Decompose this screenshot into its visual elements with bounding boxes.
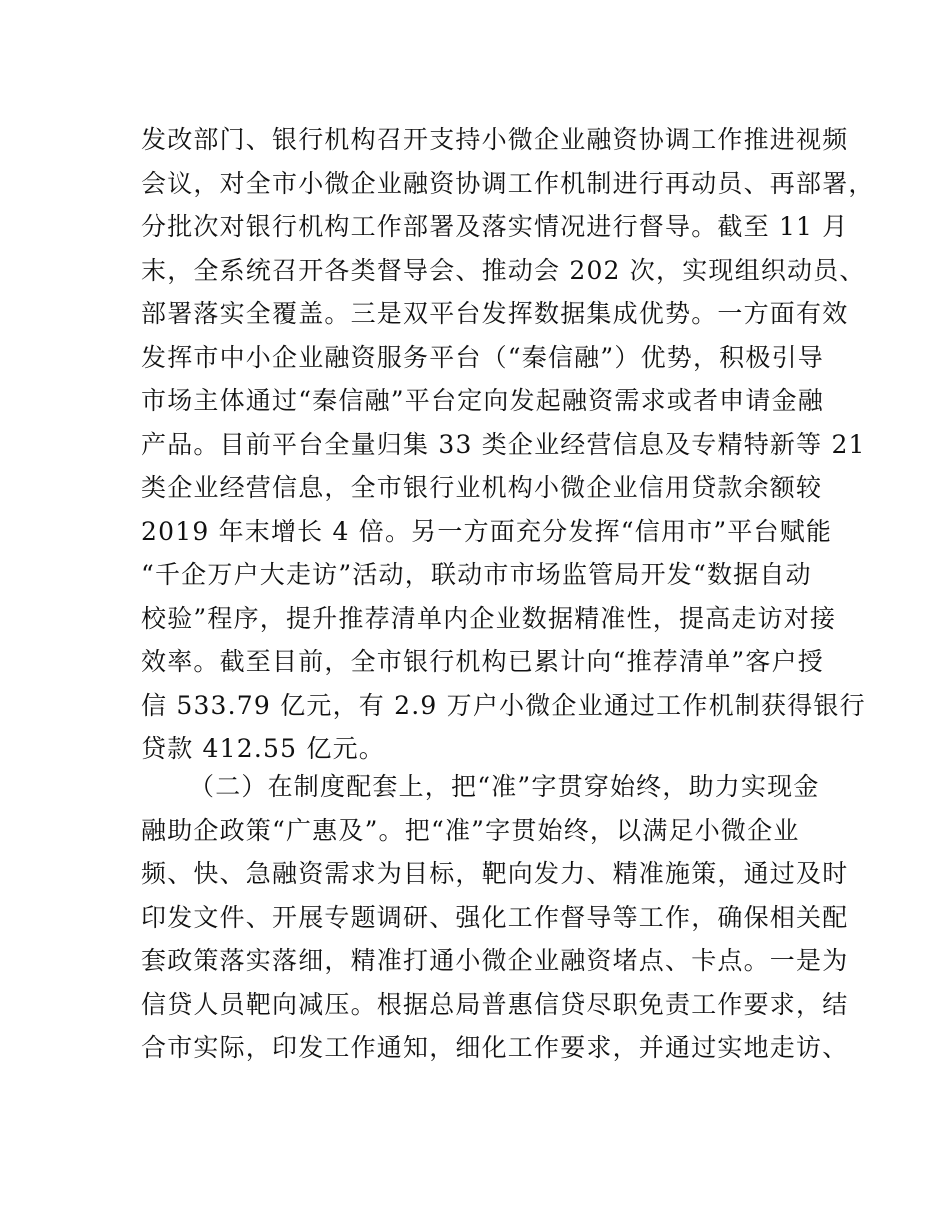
text-line: 发改部门、银行机构召开支持小微企业融资协调工作推进视频 (141, 125, 849, 154)
text-line: 会议，对全市小微企业融资协调工作机制进行再动员、再部署， (141, 168, 875, 198)
text-line: 类企业经营信息，全市银行业机构小微企业信用贷款余额较 (141, 473, 823, 502)
text-line: “千企万户大走访”活动，联动市市场监管局开发“数据自动 (141, 560, 812, 589)
text-line: 融助企政策“广惠及”。把“准”字贯始终，以满足小微企业 (141, 815, 800, 845)
text-line: 末，全系统召开各类督导会、推动会 202 次，实现组织动员、 (141, 255, 866, 285)
text-line: 分批次对银行机构工作部署及落实情况进行督导。截至 11 月 (141, 212, 849, 241)
text-line: 合市实际，印发工作通知，细化工作要求，并通过实地走访、 (141, 1033, 849, 1062)
text-line: 效率。截至目前，全市银行机构已累计向“推荐清单”客户授 (141, 647, 824, 676)
body-paragraph-1 (141, 118, 875, 771)
text-line: 套政策落实落细，精准打通小微企业融资堵点、卡点。一是为 (141, 946, 849, 975)
text-line: 产品。目前平台全量归集 33 类企业经营信息及专精特新等 21 (141, 429, 866, 459)
text-line: 信贷人员靶向减压。根据总局普惠信贷尽职免责工作要求，结 (141, 989, 849, 1019)
text-line: 印发文件、开展专题调研、强化工作督导等工作，确保相关配 (141, 902, 849, 932)
text-line: 发挥市中小企业融资服务平台（“秦信融”）优势，积极引导 (141, 342, 824, 372)
body-paragraph-2 (141, 765, 849, 1070)
text-line: （二）在制度配套上，把“准”字贯穿始终，助力实现金 (189, 772, 820, 801)
text-line: 贷款 412.55 亿元。 (141, 734, 385, 763)
text-line: 市场主体通过“秦信融”平台定向发起融资需求或者申请金融 (141, 386, 824, 415)
text-line: 校验”程序，提升推荐清单内企业数据精准性，提高走访对接 (141, 603, 837, 633)
text-line: 2019 年末增长 4 倍。另一方面充分发挥“信用市”平台赋能 (141, 516, 833, 546)
text-line: 部署落实全覆盖。三是双平台发挥数据集成优势。一方面有效 (141, 299, 849, 328)
text-line: 频、快、急融资需求为目标，靶向发力、精准施策，通过及时 (141, 859, 849, 888)
text-line: 信 533.79 亿元，有 2.9 万户小微企业通过工作机制获得银行 (141, 690, 866, 720)
